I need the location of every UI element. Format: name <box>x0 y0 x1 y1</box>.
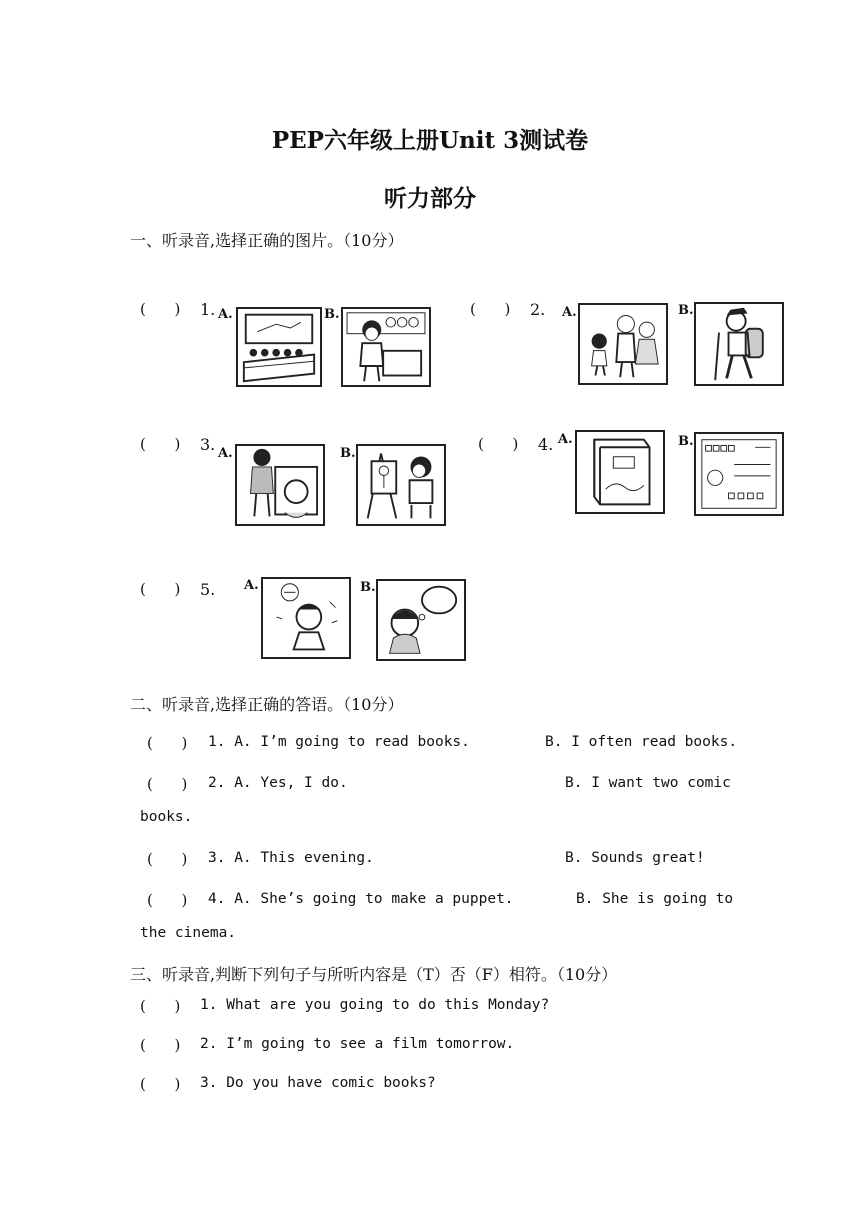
postcard-stamps-icon[interactable] <box>694 432 784 516</box>
girl-painting-easel-icon[interactable] <box>356 444 446 526</box>
question-number: 1. <box>200 300 216 319</box>
answer-blank[interactable]: ( ) <box>147 891 188 909</box>
option-b-label: B. <box>360 580 376 595</box>
option-b-label: B. <box>340 446 356 461</box>
question-option-b: B. Sounds great! <box>565 850 705 866</box>
question-options-a: 4. A. She’s going to make a puppet. <box>208 891 514 907</box>
section3-heading: 三、听录音,判断下列句子与所听内容是（T）否（F）相符。（10分） <box>130 965 618 984</box>
question-number: 3. <box>200 435 216 454</box>
option-a-label: A. <box>218 307 233 322</box>
answer-blank[interactable]: ( ) <box>478 435 519 453</box>
answer-blank[interactable]: ( ) <box>140 580 181 598</box>
question-option-b: B. I often read books. <box>545 734 738 750</box>
option-a-label: A. <box>218 446 233 461</box>
question-number: 5. <box>200 580 216 599</box>
question-option-b-wrap: books. <box>140 809 193 825</box>
answer-blank[interactable]: ( ) <box>140 1075 181 1093</box>
statement: 1. What are you going to do this Monday? <box>200 997 550 1013</box>
question-options-a: 3. A. This evening. <box>208 850 374 866</box>
option-a-label: A. <box>244 578 259 593</box>
question-number: 4. <box>538 435 554 454</box>
dictionary-book-icon[interactable] <box>575 430 665 514</box>
answer-blank[interactable]: ( ) <box>140 1036 181 1054</box>
section2-heading: 二、听录音,选择正确的答语。（10分） <box>130 695 404 714</box>
answer-blank[interactable]: ( ) <box>140 435 181 453</box>
page-subtitle: 听力部分 <box>384 185 476 212</box>
question-number: 2. <box>530 300 546 319</box>
option-a-label: A. <box>562 305 577 320</box>
option-b-label: B. <box>678 434 694 449</box>
page-title: PEP六年级上册Unit 3测试卷 <box>271 127 589 154</box>
question-option-b: B. She is going to <box>576 891 734 907</box>
cinema-screen-audience-icon[interactable] <box>236 307 322 387</box>
question-option-b: B. I want two comic <box>565 775 731 791</box>
question-options-a: 1. A. I’m going to read books. <box>208 734 470 750</box>
boy-shopping-fruit-icon[interactable] <box>341 307 431 387</box>
answer-blank[interactable]: ( ) <box>140 997 181 1015</box>
answer-blank[interactable]: ( ) <box>140 300 181 318</box>
girl-washing-machine-icon[interactable] <box>235 444 325 526</box>
answer-blank[interactable]: ( ) <box>147 734 188 752</box>
answer-blank[interactable]: ( ) <box>470 300 511 318</box>
option-b-label: B. <box>324 307 340 322</box>
option-b-label: B. <box>678 303 694 318</box>
option-a-label: A. <box>558 432 573 447</box>
girl-angry-speech-icon[interactable] <box>261 577 351 659</box>
family-walking-icon[interactable] <box>578 303 668 385</box>
question-option-b-wrap: the cinema. <box>140 925 237 941</box>
answer-blank[interactable]: ( ) <box>147 850 188 868</box>
hiker-backpack-icon[interactable] <box>694 302 784 386</box>
section1-heading: 一、听录音,选择正确的图片。（10分） <box>130 231 404 250</box>
statement: 3. Do you have comic books? <box>200 1075 436 1091</box>
question-options-a: 2. A. Yes, I do. <box>208 775 348 791</box>
girl-thinking-bubble-icon[interactable] <box>376 579 466 661</box>
answer-blank[interactable]: ( ) <box>147 775 188 793</box>
statement: 2. I’m going to see a film tomorrow. <box>200 1036 515 1052</box>
